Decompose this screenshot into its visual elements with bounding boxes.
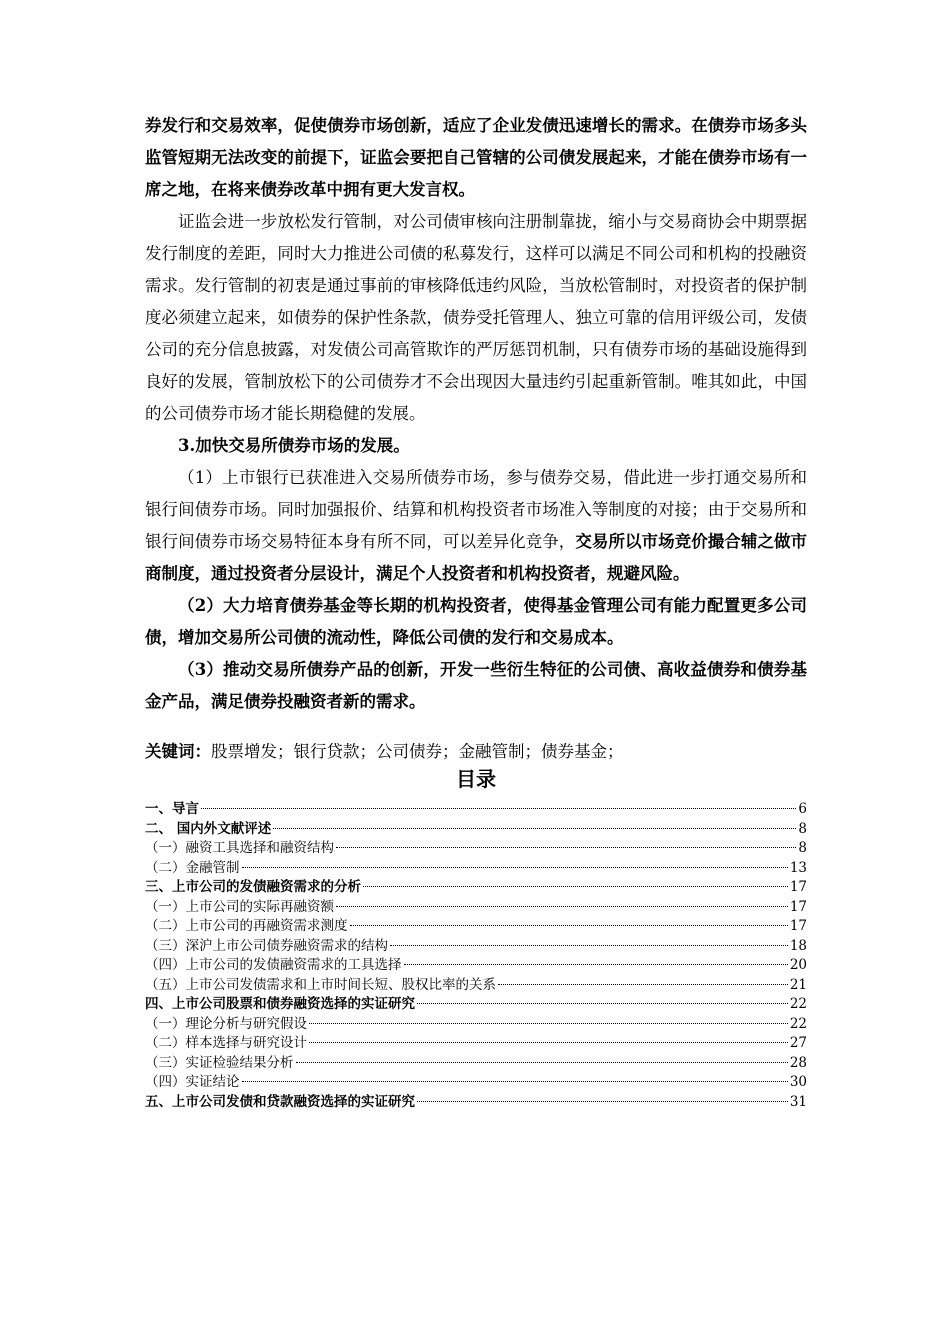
toc-leader-dots	[296, 1062, 788, 1063]
toc-entry[interactable]	[145, 878, 807, 898]
toc-entry-title: （三）深沪上市公司债券融资需求的结构	[145, 937, 388, 954]
toc-entry-title: （五）上市公司发债需求和上市时间长短、股权比率的关系	[145, 976, 496, 993]
toc-entry-title: 四、上市公司股票和债券融资选择的实证研究	[145, 996, 415, 1012]
toc-entry-title: 三、上市公司的发债融资需求的分析	[145, 879, 361, 895]
toc-entry-page: 18	[789, 937, 807, 954]
toc-entry-title: （三）实证检验结果分析	[145, 1054, 294, 1071]
toc-entry-title: 一、导言	[145, 801, 199, 817]
toc-entry[interactable]	[145, 1093, 807, 1113]
paragraph-5	[145, 590, 807, 654]
document-page	[145, 110, 807, 1112]
toc-leader-dots	[242, 867, 788, 868]
toc-leader-dots	[201, 808, 796, 809]
toc-entry-title: （二）金融管制	[145, 859, 240, 876]
toc-entry-title: （二）样本选择与研究设计	[145, 1035, 307, 1051]
paragraph-2: 证监会进一步放松发行管制，对公司债审核向注册制靠拢，缩小与交易商协会中期票据发行制度的差距，同时大力推进公司债的私募发行，这样可以满足不同公司和机构的投融资需求。发行管制的初衷是通过事前的审核降低违约风险，当放松管制时，对投资者的保护制度必须建立起来，如债券的保护性条款，债券受托管理人、独立可靠的信用评级公司，发债公司的充分信息披露，对发债公司高管欺诈的严厉惩罚机制，只有债券市场的基础设施得到良好的发展，管制放松下的公司债券才不会出现因大量违约引起重新管制。唯其如此，中国的公司债券市场才能长期稳健的发展。	[145, 212, 807, 423]
toc-entry-page: 13	[789, 859, 807, 876]
paragraph-4	[145, 462, 807, 590]
keywords-label: 关键词：	[145, 742, 211, 761]
toc-entry-page: 8	[798, 820, 807, 837]
table-of-contents	[145, 800, 807, 1112]
section-heading-3: 3.加快交易所债券市场的发展。	[178, 436, 410, 455]
toc-entry-page: 27	[789, 1035, 807, 1051]
paragraph-4-bold: 交易所以市场竞价撮合辅之做市商制度，通过投资者分层设计，满足个人投资者和机构投资者，规避风险。	[145, 532, 808, 583]
toc-entry[interactable]	[145, 820, 807, 840]
toc-entry[interactable]	[145, 898, 807, 918]
toc-leader-dots	[350, 925, 788, 926]
paragraph-6-text: （3）推动交易所债券产品的创新，开发一些衍生特征的公司债、高收益债券和债券基金产品，满足债券投融资者新的需求。	[145, 660, 807, 711]
toc-entry-title: （一）融资工具选择和融资结构	[145, 840, 334, 856]
toc-entry-page: 8	[798, 840, 807, 856]
toc-leader-dots	[309, 1042, 788, 1043]
toc-entry-page: 22	[789, 1015, 807, 1032]
toc-entry[interactable]	[145, 937, 807, 957]
toc-entry-title: （一）理论分析与研究假设	[145, 1015, 307, 1032]
paragraph-6	[145, 654, 807, 718]
toc-entry-page: 21	[789, 976, 807, 993]
toc-entry[interactable]	[145, 800, 807, 820]
keywords-text: 股票增发；银行贷款；公司债券；金融管制；债券基金；	[211, 742, 624, 761]
toc-leader-dots	[336, 906, 788, 907]
toc-entry-title: （二）上市公司的再融资需求测度	[145, 918, 348, 934]
toc-title: 目录	[456, 767, 496, 791]
toc-entry[interactable]	[145, 839, 807, 859]
toc-entry-title: （四）实证结论	[145, 1074, 240, 1090]
toc-entry[interactable]	[145, 1015, 807, 1035]
paragraph-1	[145, 110, 807, 206]
toc-entry-page: 17	[789, 918, 807, 934]
toc-entry[interactable]	[145, 1054, 807, 1074]
paragraph-1-text: 券发行和交易效率，促使债券市场创新，适应了企业发债迅速增长的需求。在债券市场多头监管短期无法改变的前提下，证监会要把自己管辖的公司债发展起来，才能在债券市场有一席之地，在将来债券改革中拥有更大发言权。	[145, 116, 807, 199]
toc-entry[interactable]	[145, 956, 807, 976]
toc-entry-page: 17	[789, 879, 807, 895]
toc-leader-dots	[242, 1081, 788, 1082]
keywords-line	[145, 738, 807, 766]
toc-entry-page: 17	[789, 898, 807, 915]
toc-leader-dots	[336, 847, 796, 848]
toc-leader-dots	[417, 1101, 788, 1102]
toc-entry[interactable]	[145, 1034, 807, 1054]
toc-entry-page: 6	[798, 801, 807, 817]
toc-entry-page: 31	[789, 1093, 807, 1110]
toc-leader-dots	[309, 1023, 788, 1024]
toc-leader-dots	[404, 964, 788, 965]
toc-leader-dots	[363, 886, 788, 887]
paragraph-5-text: （2）大力培育债券基金等长期的机构投资者，使得基金管理公司有能力配置更多公司债，增加交易所公司债的流动性，降低公司债的发行和交易成本。	[145, 596, 807, 647]
toc-entry-page: 22	[789, 996, 807, 1012]
paragraph-4-normal: （1）上市银行已获准进入交易所债券市场，参与债券交易，借此进一步打通交易所和银行间债券市场。同时加强报价、结算和机构投资者市场准入等制度的对接；由于交易所和银行间债券市场交易特征本身有所不同，可以差异化竞争，	[145, 468, 807, 551]
toc-entry[interactable]	[145, 995, 807, 1015]
toc-entry[interactable]	[145, 1073, 807, 1093]
toc-entry-title: 二、 国内外文献评述	[145, 820, 272, 837]
toc-entry-page: 20	[789, 957, 807, 973]
toc-leader-dots	[417, 1003, 788, 1004]
toc-leader-dots	[498, 984, 788, 985]
toc-entry-title: 五、上市公司发债和贷款融资选择的实证研究	[145, 1093, 415, 1110]
toc-entry-page: 28	[789, 1054, 807, 1071]
toc-entry[interactable]	[145, 917, 807, 937]
toc-entry[interactable]	[145, 976, 807, 996]
toc-leader-dots	[273, 828, 796, 829]
toc-entry-title: （四）上市公司的发债融资需求的工具选择	[145, 957, 402, 973]
toc-entry[interactable]	[145, 859, 807, 879]
toc-entry-page: 30	[789, 1074, 807, 1090]
toc-leader-dots	[390, 945, 788, 946]
toc-entry-title: （一）上市公司的实际再融资额	[145, 898, 334, 915]
